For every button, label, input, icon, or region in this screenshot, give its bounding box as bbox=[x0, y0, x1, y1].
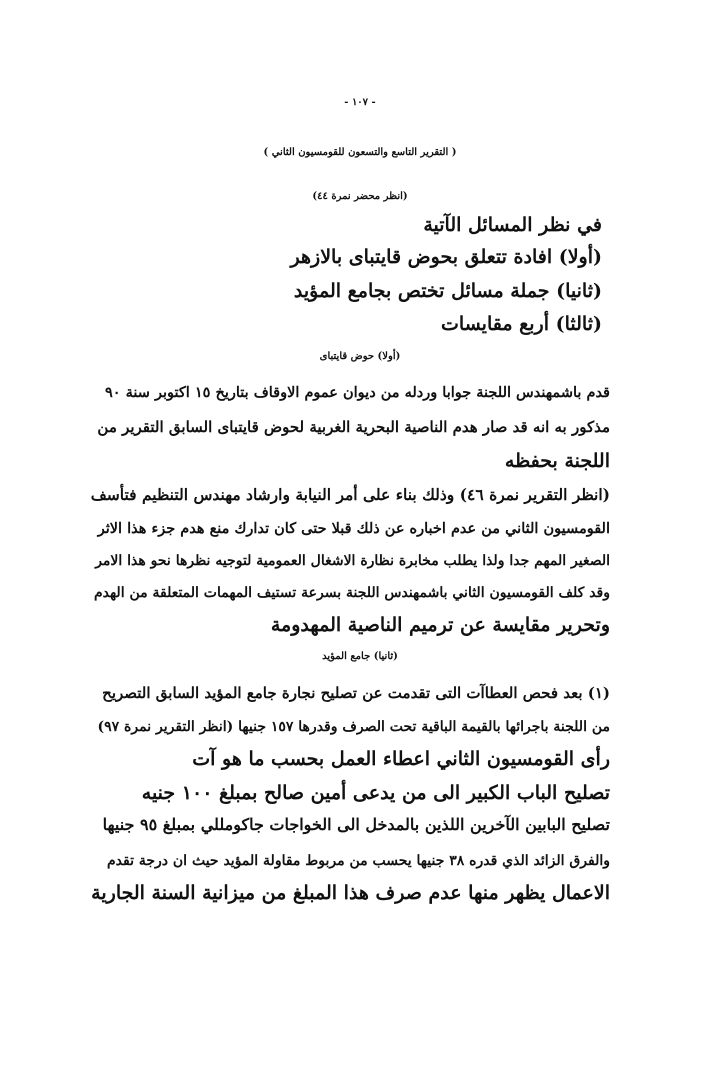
section-heading-2: (ثانيا) جامع المؤيد bbox=[322, 651, 398, 662]
list-item-1: (أولا) افادة تتعلق بحوض قايتباى بالازهر bbox=[290, 246, 602, 268]
para3-line-2: من اللجنة باجرائها بالقيمة الباقية تحت الصرف وقدرها ١٥٧ جنيها (انظر التقرير نمرة ٩٧) bbox=[97, 719, 610, 735]
report-title: ( التقرير التاسع والتسعون للقومسيون الثاني ) bbox=[263, 147, 457, 158]
reference-note: (انظر محضر نمرة ٤٤) bbox=[312, 191, 408, 202]
item-line-1: تصليح الباب الكبير الى من يدعى أمين صالح بمبلغ ١٠٠ جنيه bbox=[141, 782, 610, 804]
para2-line-2: القومسيون الثاني من عدم اخباره عن ذلك قبلا حتى كان تدارك منع هدم جزء هذا الاثر bbox=[97, 520, 610, 537]
para3-line-3: رأى القومسيون الثاني اعطاء العمل بحسب ما هو آت bbox=[192, 748, 610, 770]
para1-line-2: مذكور به انه قد صار هدم الناصية البحرية الغربية لحوض قايتباى السابق التقرير من bbox=[97, 418, 610, 436]
para4-line-2: الاعمال يظهر منها عدم صرف هذا المبلغ من ميزانية السنة الجارية bbox=[91, 882, 610, 904]
list-item-3: (ثالثا) أربع مقايسات bbox=[441, 313, 602, 335]
para2-line-5: وتحرير مقايسة عن ترميم الناصية المهدومة bbox=[270, 614, 610, 636]
para1-line-3: اللجنة بحفظه bbox=[504, 450, 610, 472]
item-line-2: تصليح البابين الآخرين اللذين بالمدخل الى الخواجات جاكومللي بمبلغ ٩٥ جنيها bbox=[102, 815, 610, 834]
para2-line-3: الصغير المهم جدا ولذا يطلب مخابرة نظارة الاشغال العمومية لتوجيه نظرها نحو هذا الامر bbox=[95, 553, 610, 569]
intro-line: في نظر المسائل الآتية bbox=[423, 214, 602, 236]
para1-line-1: قدم باشمهندس اللجنة جوابا وردله من ديوان عموم الاوقاف بتاريخ ١٥ اكتوبر سنة ٩٠ bbox=[104, 384, 610, 401]
para2-line-4: وقد كلف القومسيون الثاني باشمهندس اللجنة بسرعة تستيف المهمات المتعلقة من الهدم bbox=[93, 585, 610, 601]
page-number: - ١٠٧ - bbox=[344, 97, 376, 108]
para3-line-1: (١) بعد فحص العطاآت التى تقدمت عن تصليح نجارة جامع المؤيد السابق التصريح bbox=[102, 684, 610, 702]
para4-line-1: والفرق الزائد الذي قدره ٣٨ جنيها يحسب من مربوط مقاولة المؤيد حيث ان درجة تقدم bbox=[107, 853, 610, 869]
section-heading-1: (أولا) حوض قايتباى bbox=[319, 351, 401, 362]
para2-line-1: (انظر التقرير نمرة ٤٦) وذلك بناء على أمر النيابة وارشاد مهندس التنظيم فتأسف bbox=[90, 485, 610, 504]
list-item-2: (ثانيا) جملة مسائل تختص بجامع المؤيد bbox=[293, 280, 602, 302]
